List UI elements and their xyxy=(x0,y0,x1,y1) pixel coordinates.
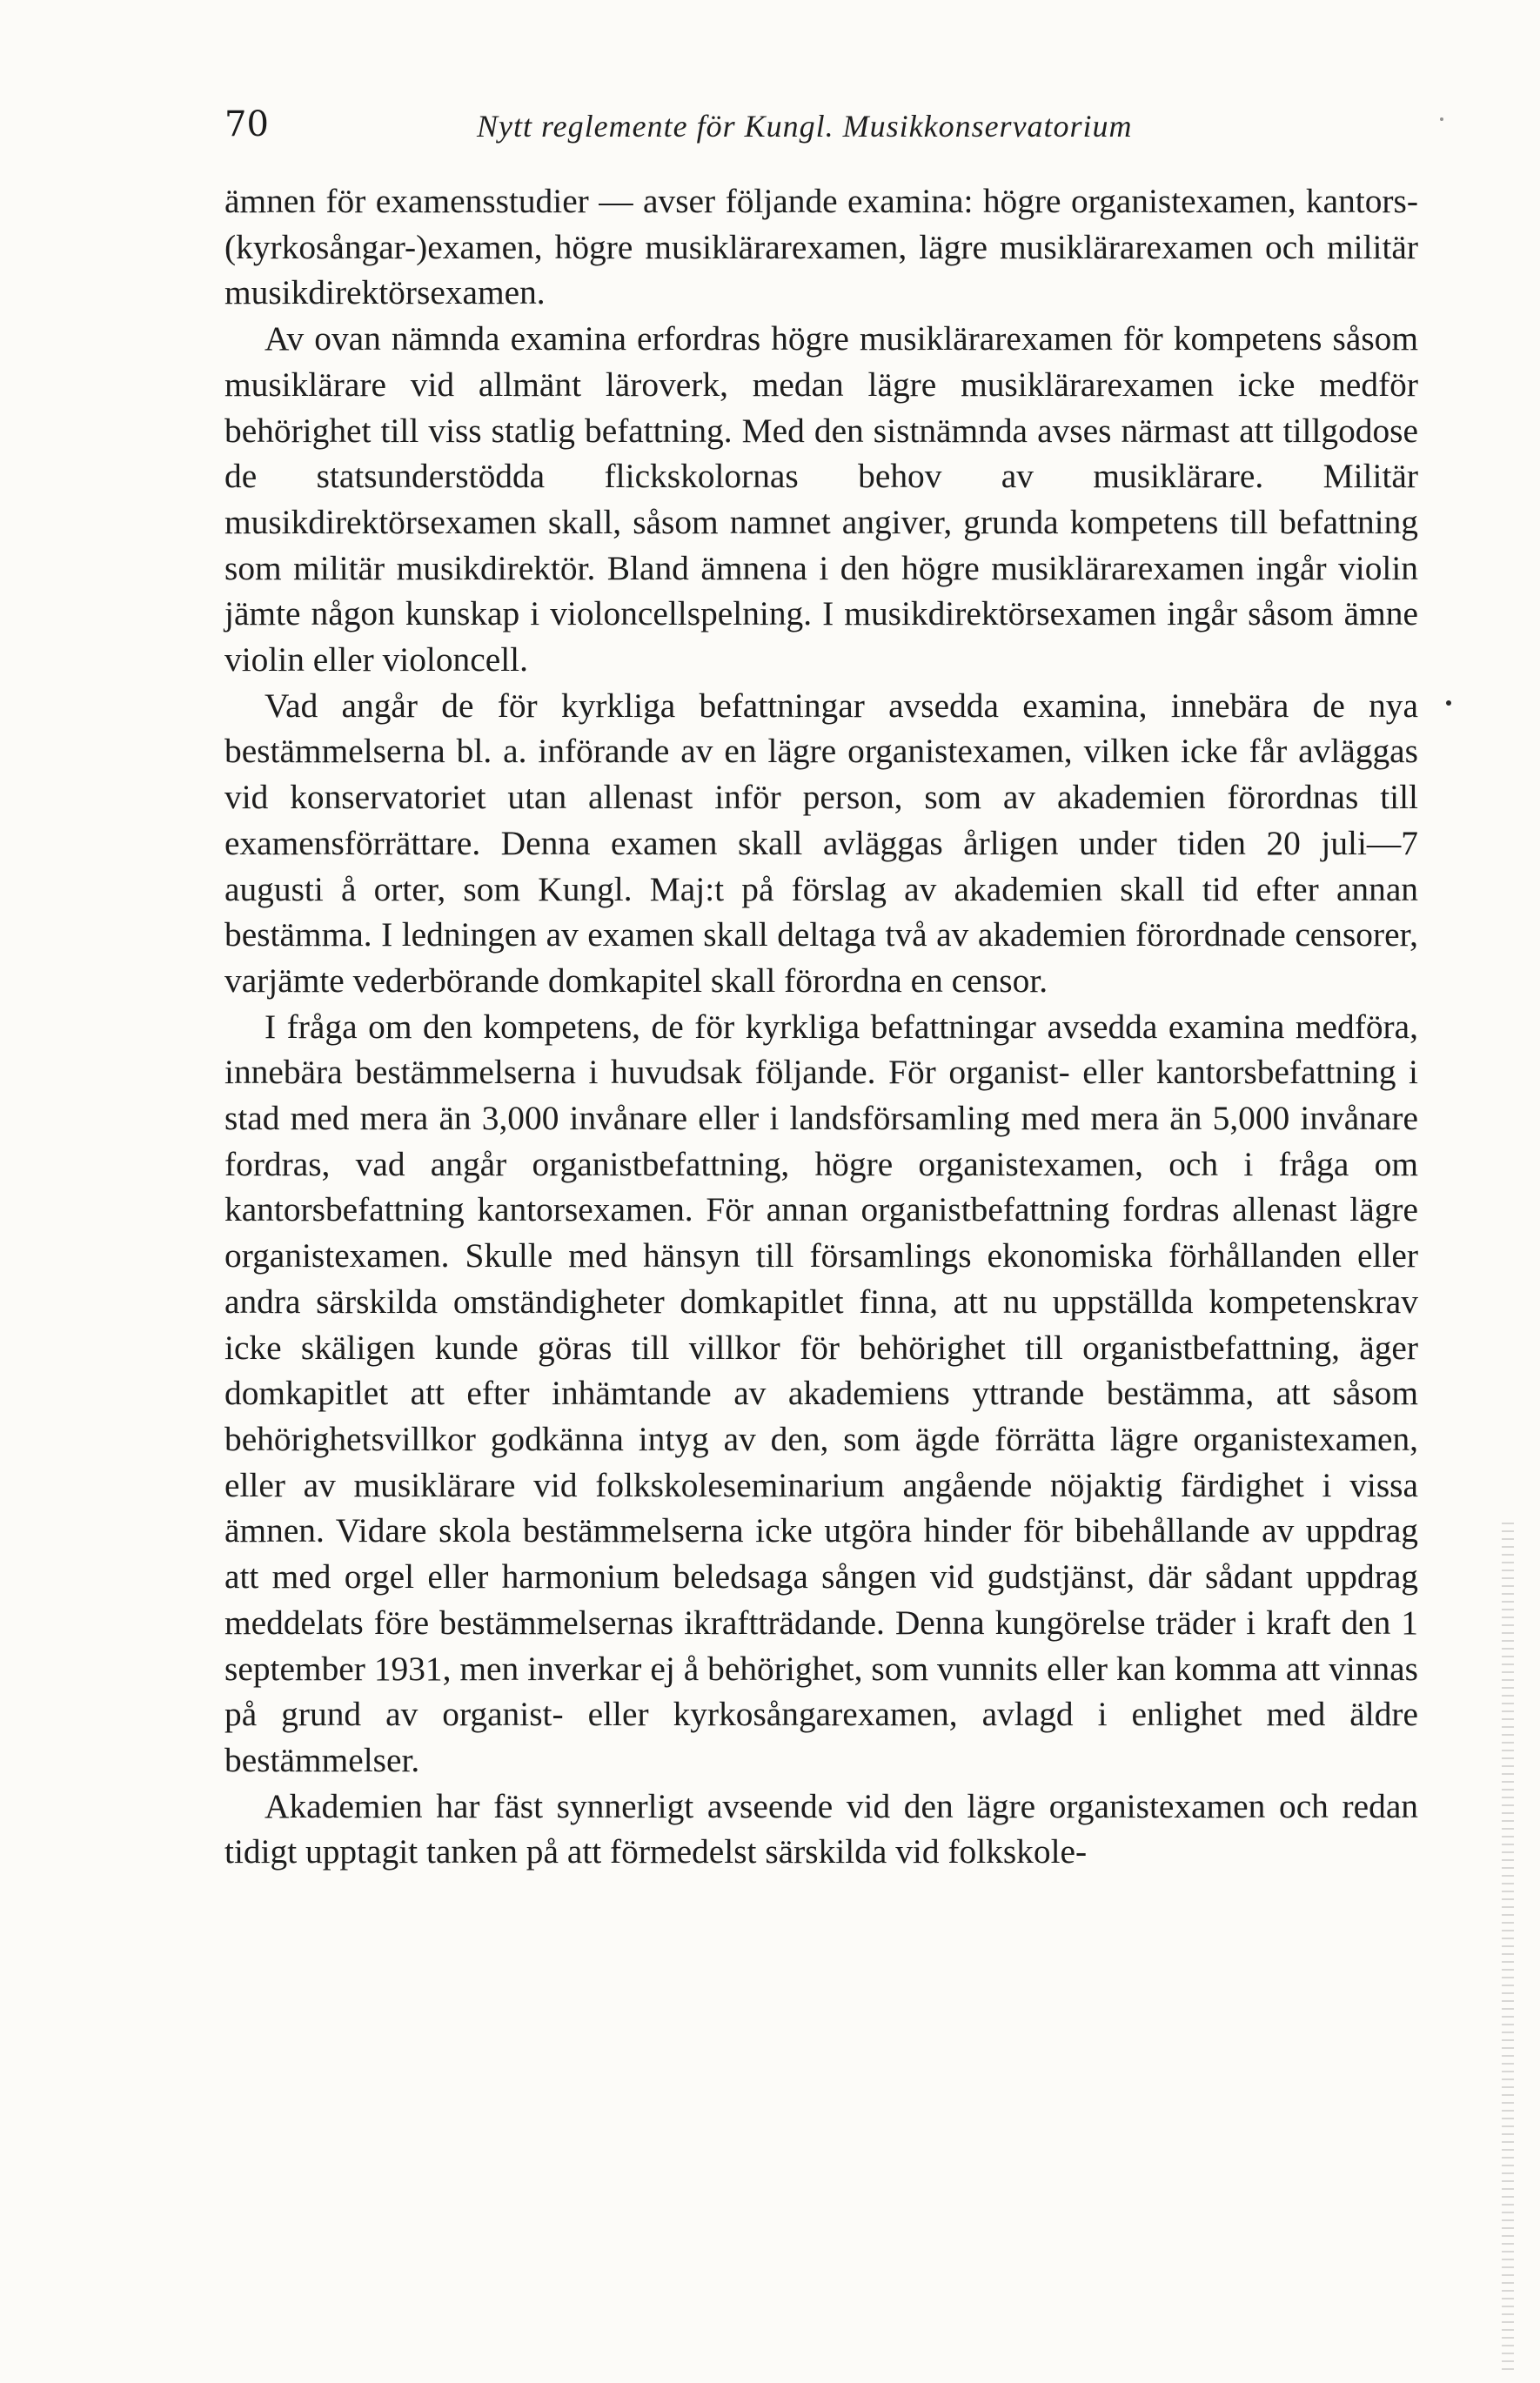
paragraph-4: I fråga om den kompetens, de för kyrkliga befattningar avsedda examina medföra, innebära bestämmelserna i huvudsak följande. För organist- eller kantorsbefattning i stad med mera än 3,000 invånare eller i landsförsamling med mera än 5,000 invånare fordras, vad angår organistbefattning, högre organistexamen, och i fråga om kantorsbefattning kantorsexamen. För annan organistbefattning fordras allenast lägre organistexamen. Skulle med hänsyn till församlings ekonomiska förhållanden eller andra särskilda omständigheter domkapitlet finna, att nu uppställda kompetenskrav icke skäligen kunde göras till villkor för behörighet till organistbefattning, äger domkapitlet att efter inhämtande av akademiens yttrande bestämma, att såsom behörighetsvillkor godkänna intyg av den, som ägde förrätta lägre organistexamen, eller av musiklärare vid folkskoleseminarium angående nöjaktig färdighet i vissa ämnen. Vidare skola bestämmelserna icke utgöra hinder för bibehållande av uppdrag att med orgel eller harmonium beledsaga sången vid gudstjänst, där sådant uppdrag meddelats före bestämmelsernas ikraftträdande. Denna kungörelse träder i kraft den 1 september 1931, men inverkar ej å behörighet, som vunnits eller kan komma att vinnas på grund av organist- eller kyrkosångarexamen, avlagd i enlighet med äldre bestämmelser. xyxy=(224,1007,1418,1779)
running-title: Nytt reglemente för Kungl. Musikkonservatorium xyxy=(477,109,1133,144)
scan-speck xyxy=(1440,117,1443,121)
scan-edge-artifact xyxy=(1502,1523,1514,2375)
paragraph-5: Akademien har fäst synnerligt avseende vid den lägre organistexamen och redan tidigt upptagit tanken på att förmedelst särskilda vid folkskole- xyxy=(224,1786,1418,1871)
paragraph-2: Av ovan nämnda examina erfordras högre musiklärarexamen för kompetens såsom musiklärare vid allmänt läroverk, medan lägre musiklärarexamen icke medför behörighet till viss statlig befattning. Med den sistnämnda avses närmast att tillgodose de statsunderstödda flickskolornas behov av musiklärare. Militär musikdirektörsexamen skall, såsom namnet angiver, grunda kompetens till befattning som militär musikdirektör. Bland ämnena i den högre musiklärarexamen ingår violin jämte någon kunskap i violoncellspelning. I musikdirektörsexamen ingår såsom ämne violin eller violoncell. xyxy=(224,319,1418,679)
scan-speck xyxy=(1446,700,1451,706)
page-number: 70 xyxy=(224,104,269,144)
body-text xyxy=(224,178,1418,1875)
page-header xyxy=(224,104,1418,157)
paragraph-3: Vad angår de för kyrkliga befattningar avsedda examina, innebära de nya bestämmelserna bl. a. införande av en lägre organistexamen, vilken icke får avläggas vid konservatoriet utan allenast inför person, som av akademien förordnas till examensförrättare. Denna examen skall avläggas årligen under tiden 20 juli—7 augusti å orter, som Kungl. Maj:t på förslag av akademien skall tid efter annan bestämma. I ledningen av examen skall deltaga två av akademien förordnade censorer, varjämte vederbörande domkapitel skall förordna en censor. xyxy=(224,686,1418,1000)
paragraph-1: ämnen för examensstudier — avser följande examina: högre organistexamen, kantors-(kyrkosångar-)examen, högre musiklärarexamen, lägre musiklärarexamen och militär musikdirektörsexamen. xyxy=(224,182,1418,312)
